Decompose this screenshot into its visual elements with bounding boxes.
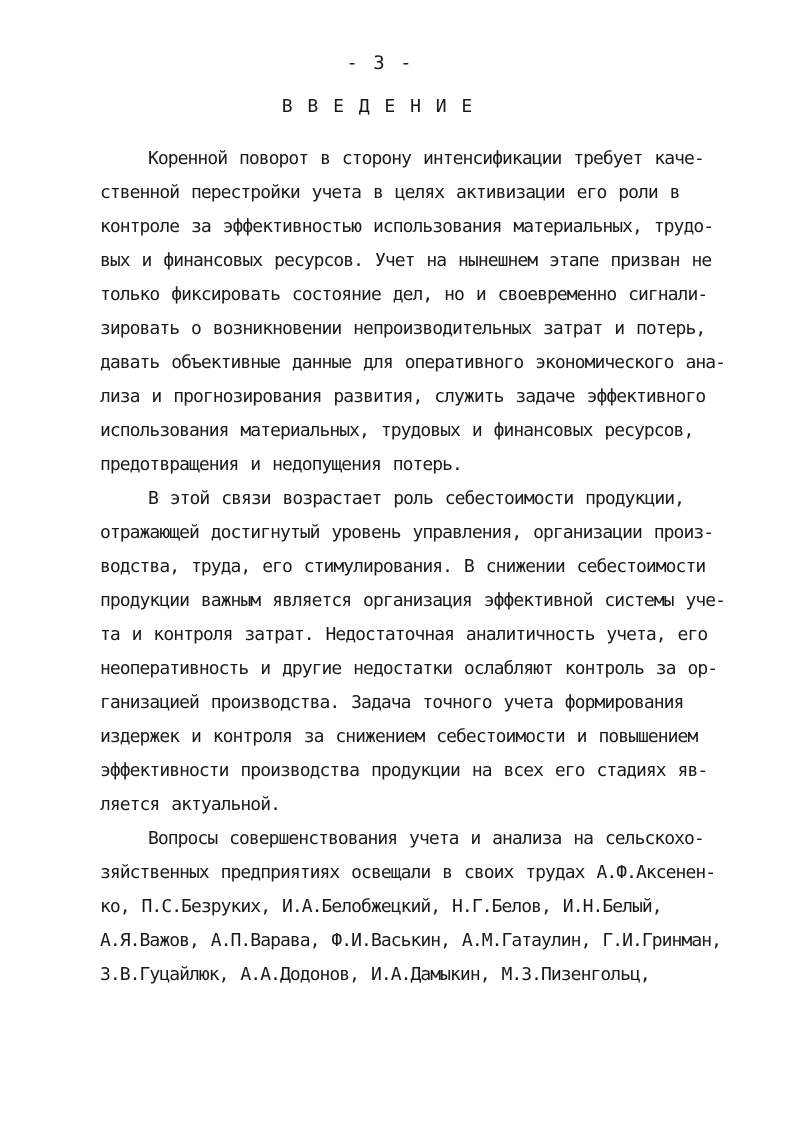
paragraph-line: Вопросы совершенствования учета и анализа на сельскохо-	[148, 828, 704, 849]
paragraph-line: лиза и прогнозирования развития, служить задаче эффективного	[100, 386, 706, 407]
paragraph-line: издержек и контроля за снижением себестоимости и повышением	[100, 726, 698, 747]
paragraph-line: только фиксировать состояние дел, но и своевременно сигнали-	[100, 284, 708, 305]
paragraph-line: зяйственных предприятиях освещали в своих трудах А.Ф.Аксенен-	[100, 862, 716, 883]
paragraph-line: та и контроля затрат. Недостаточная аналитичность учета, его	[100, 624, 708, 645]
paragraph-line: зировать о возникновении непроизводительных затрат и потерь,	[100, 318, 706, 339]
paragraph-line: ко, П.С.Безруких, И.А.Белобжецкий, Н.Г.Белов, И.Н.Белый,	[100, 896, 662, 917]
paragraph-line: З.В.Гуцайлюк, А.А.Додонов, И.А.Дамыкин, М.З.Пизенгольц,	[100, 964, 650, 985]
paragraph-line: вых и финансовых ресурсов. Учет на нынешнем этапе призван не	[100, 250, 712, 271]
paragraph-line: продукции важным является организация эффективной системы уче-	[100, 590, 725, 611]
paragraph-line: эффективности производства продукции на всех его стадиях яв-	[100, 760, 708, 781]
paragraph-line: ственной перестройки учета в целях активизации его роли в	[100, 182, 680, 203]
paragraph-line: отражающей достигнутый уровень управления, организации произ-	[100, 522, 714, 543]
paragraph-line: А.Я.Важов, А.П.Варава, Ф.И.Васькин, А.М.Гатаулин, Г.И.Гринман,	[100, 930, 721, 951]
paragraph-line: ганизацией производства. Задача точного учета формирования	[100, 692, 684, 713]
paragraph-line: давать объективные данные для оперативного экономического ана-	[100, 352, 725, 373]
paragraph-line: контроле за эффективностью использования материальных, трудо-	[100, 216, 714, 237]
section-title: В В Е Д Е Н И Е	[281, 96, 475, 117]
paragraph-line: предотвращения и недопущения потерь.	[100, 454, 462, 475]
paragraph-line: неоперативность и другие недостатки ослабляют контроль за ор-	[100, 658, 718, 679]
paragraph-line: В этой связи возрастает роль себестоимости продукции,	[148, 488, 685, 509]
paragraph-line: водства, труда, его стимулирования. В снижении себестоимости	[100, 556, 706, 577]
page-number: - 3 -	[346, 52, 414, 74]
paragraph-line: использования материальных, трудовых и финансовых ресурсов,	[100, 420, 694, 441]
paragraph-line: Коренной поворот в сторону интенсификации требует каче-	[148, 148, 704, 169]
paragraph-line: ляется актуальной.	[100, 794, 280, 815]
